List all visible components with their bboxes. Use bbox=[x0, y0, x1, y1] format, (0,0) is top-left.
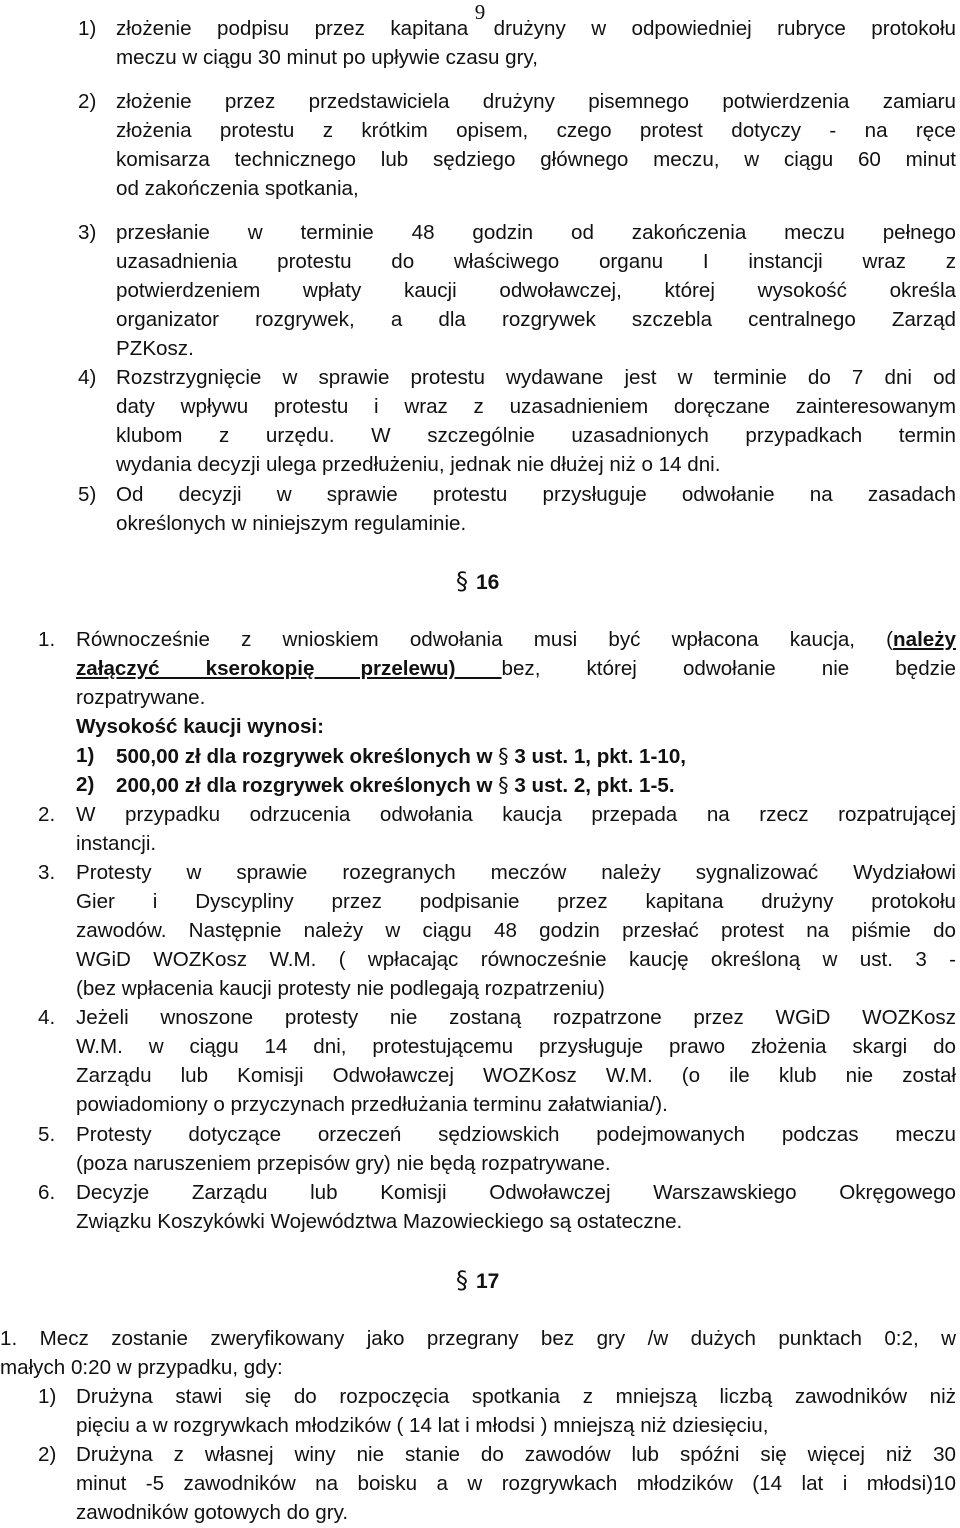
item-line: WGiD WOZKosz W.M. ( wpłacając równocześnie kaucję określoną w ust. 3 - bbox=[76, 948, 956, 971]
list-item-number: 4) bbox=[78, 366, 97, 389]
section-heading-16 bbox=[456, 566, 499, 598]
item-number: 6. bbox=[38, 1181, 56, 1204]
bold-underlined-text: należy bbox=[893, 628, 956, 651]
item-number: 3. bbox=[38, 861, 56, 884]
list-item-line: organizator rozgrywek, a dla rozgrywek szczebla centralnego Zarząd bbox=[116, 308, 956, 331]
text: Równocześnie z wnioskiem odwołania musi być wpłacona kaucja, ( bbox=[76, 628, 894, 651]
item-line: Drużyna z własnej winy nie stanie do zawodów lub spóźni się więcej niż 30 bbox=[76, 1443, 956, 1466]
list-item-line: Od decyzji w sprawie protestu przysługuje odwołanie na zasadach bbox=[116, 483, 956, 506]
list-item-line: od zakończenia spotkania, bbox=[116, 177, 359, 200]
item-line: (poza naruszeniem przepisów gry) nie będą rozpatrywane. bbox=[76, 1152, 611, 1175]
list-item-line: PZKosz. bbox=[116, 337, 194, 360]
fee2-number: 2) bbox=[76, 773, 95, 796]
item-number: 2) bbox=[38, 1443, 57, 1466]
list-item-line: przesłanie w terminie 48 godzin od zakończenia meczu pełnego bbox=[116, 221, 956, 244]
list-item-line: złożenia protestu z krótkim opisem, czego protest dotyczy - na ręce bbox=[116, 119, 956, 142]
item-line: Drużyna stawi się do rozpoczęcia spotkania z mniejszą liczbą zawodników niż bbox=[76, 1385, 956, 1408]
item-line: powiadomiony o przyczynach przedłużania terminu załatwiania/). bbox=[76, 1093, 668, 1116]
item1-line3: rozpatrywane. bbox=[76, 686, 206, 709]
list-item-line: klubom z urzędu. W szczególnie uzasadnionych przypadkach termin bbox=[116, 424, 956, 447]
section-number: 16 bbox=[476, 571, 500, 594]
item-line: pięciu a w rozgrywkach młodzików ( 14 lat i młodsi ) mniejszą niż dziesięciu, bbox=[76, 1414, 769, 1437]
paragraph-symbol: § bbox=[456, 1266, 468, 1294]
item-line: Zarządu lub Komisji Odwoławczej WOZKosz W.M. (o ile klub nie został bbox=[76, 1064, 956, 1087]
item-line: minut -5 zawodników na boisku a w rozgrywkach młodzików (14 lat i młodsi)10 bbox=[76, 1472, 956, 1495]
list-item-line: komisarza technicznego lub sędziego głównego meczu, w ciągu 60 minut bbox=[116, 148, 956, 171]
intro-line: małych 0:20 w przypadku, gdy: bbox=[0, 1356, 283, 1379]
list-item-number: 1) bbox=[78, 17, 97, 40]
section-number: 17 bbox=[476, 1270, 500, 1293]
paragraph-symbol: § bbox=[498, 744, 509, 768]
list-item-number: 2) bbox=[78, 90, 97, 113]
fee1-line bbox=[116, 741, 686, 772]
list-item-line: Rozstrzygnięcie w sprawie protestu wydawane jest w terminie do 7 dni od bbox=[116, 366, 956, 389]
item-line: zawodników gotowych do gry. bbox=[76, 1501, 349, 1524]
list-item-line: meczu w ciągu 30 minut po upływie czasu gry, bbox=[116, 46, 538, 69]
text: 200,00 zł dla rozgrywek określonych w bbox=[116, 774, 499, 797]
paragraph-symbol: § bbox=[456, 567, 468, 595]
item-line: Protesty w sprawie rozegranych meczów należy sygnalizować Wydziałowi bbox=[76, 861, 956, 884]
item-number: 1) bbox=[38, 1385, 57, 1408]
list-item-number: 3) bbox=[78, 221, 97, 244]
item-line: Związku Koszykówki Województwa Mazowieckiego są ostateczne. bbox=[76, 1210, 683, 1233]
item1-line2 bbox=[76, 654, 956, 684]
item-line: Gier i Dyscypliny przez podpisanie przez kapitana drużyny protokołu bbox=[76, 890, 956, 913]
text: 3 ust. 1, pkt. 1-10, bbox=[508, 745, 686, 768]
list-item-line: złożenie podpisu przez kapitana drużyny w odpowiedniej rubryce protokołu bbox=[116, 17, 956, 40]
page-number: 9 bbox=[474, 0, 486, 24]
item-number: 1. bbox=[38, 628, 56, 651]
list-item-line: złożenie przez przedstawiciela drużyny pisemnego potwierdzenia zamiaru bbox=[116, 90, 956, 113]
text: 500,00 zł dla rozgrywek określonych w bbox=[116, 745, 499, 768]
item-line: instancji. bbox=[76, 832, 157, 855]
list-item-line: uzasadnienia protestu do właściwego organu I instancji wraz z bbox=[116, 250, 956, 273]
item-number: 4. bbox=[38, 1006, 56, 1029]
paragraph-symbol: § bbox=[498, 773, 509, 797]
text: bez, której odwołanie nie będzie bbox=[501, 657, 956, 680]
fee2-line bbox=[116, 770, 675, 801]
fee1-number: 1) bbox=[76, 744, 95, 767]
item-line: zawodów. Następnie należy w ciągu 48 godzin przesłać protest na piśmie do bbox=[76, 919, 956, 942]
list-item-line: określonych w niniejszym regulaminie. bbox=[116, 512, 467, 535]
item-line: W.M. w ciągu 14 dni, protestującemu przysługuje prawo złożenia skargi do bbox=[76, 1035, 956, 1058]
fee-heading: Wysokość kaucji wynosi: bbox=[76, 715, 324, 738]
item-line: (bez wpłacenia kaucji protesty nie podlegają rozpatrzeniu) bbox=[76, 977, 605, 1000]
item1-line1 bbox=[76, 625, 956, 655]
item-line: Decyzje Zarządu lub Komisji Odwoławczej Warszawskiego Okręgowego bbox=[76, 1181, 956, 1204]
list-item-line: potwierdzeniem wpłaty kaucji odwoławczej, której wysokość określa bbox=[116, 279, 956, 302]
item-line: Protesty dotyczące orzeczeń sędziowskich podejmowanych podczas meczu bbox=[76, 1123, 956, 1146]
text: 3 ust. 2, pkt. 1-5. bbox=[508, 774, 675, 797]
section-heading-17 bbox=[456, 1265, 499, 1297]
bold-underlined-text: załączyć kserokopię przelewu) bbox=[76, 657, 502, 680]
list-item-line: wydania decyzji ulega przedłużeniu, jednak nie dłużej niż o 14 dni. bbox=[116, 453, 721, 476]
list-item-line: daty wpływu protestu i wraz z uzasadnieniem doręczane zainteresowanym bbox=[116, 395, 956, 418]
item-number: 5. bbox=[38, 1123, 56, 1146]
intro-line: 1. Mecz zostanie zweryfikowany jako przegrany bez gry /w dużych punktach 0:2, w bbox=[0, 1327, 956, 1350]
item-line: W przypadku odrzucenia odwołania kaucja przepada na rzecz rozpatrującej bbox=[76, 803, 956, 826]
list-item-number: 5) bbox=[78, 483, 97, 506]
item-line: Jeżeli wnoszone protesty nie zostaną rozpatrzone przez WGiD WOZKosz bbox=[76, 1006, 956, 1029]
item-number: 2. bbox=[38, 803, 56, 826]
